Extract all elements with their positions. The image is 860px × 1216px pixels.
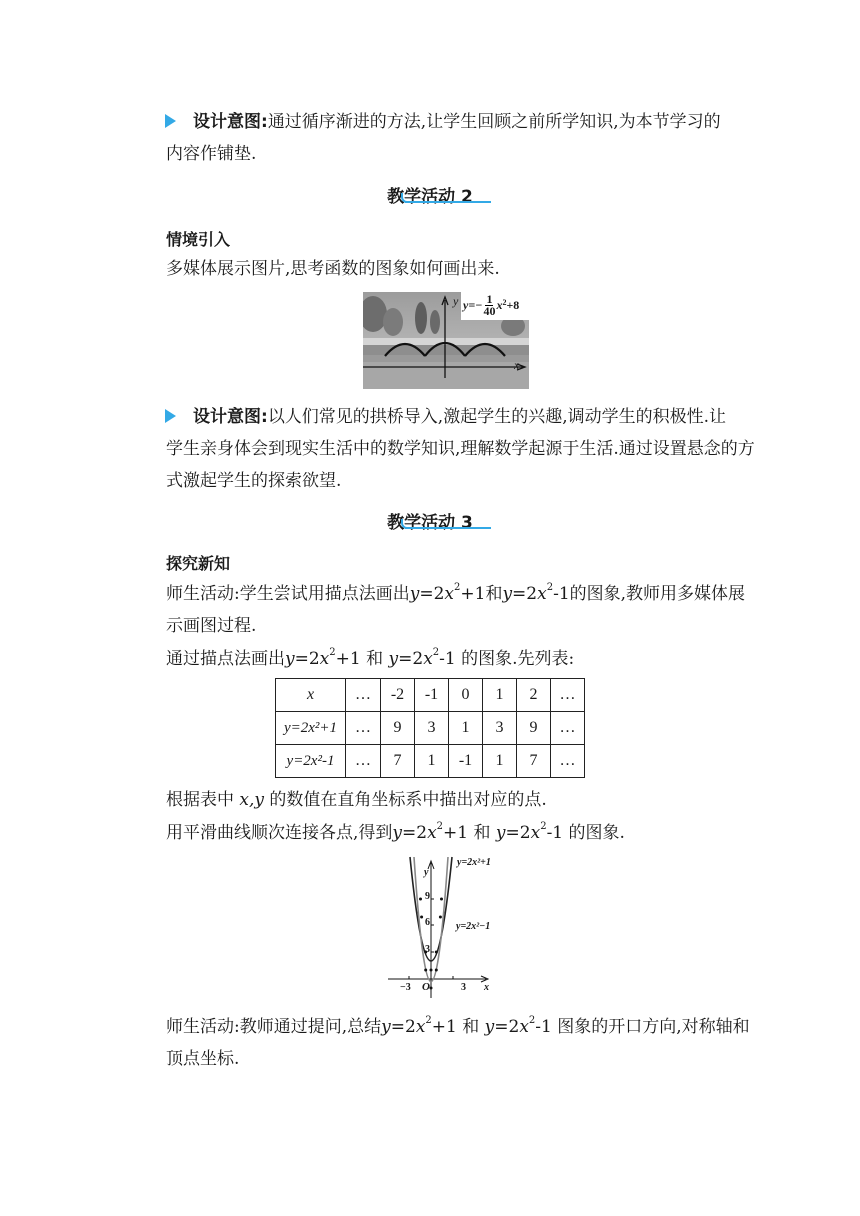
eq-x: x (319, 649, 330, 669)
eq-part: =2 (390, 1017, 416, 1037)
table-cell: -2 (381, 679, 415, 712)
design-intent-arrow-icon (165, 114, 176, 128)
text: 和 (485, 584, 503, 604)
graph-y-axis-label: y (424, 867, 429, 878)
heading-underline (405, 527, 491, 529)
design-intent-text: 通过循序渐进的方法,让学生回顾之前所学知识,为本节学习的 (267, 112, 721, 132)
bridge-y-axis-label: y (453, 294, 459, 308)
eq-part: =2 (398, 649, 424, 669)
text: 用平滑曲线顺次连接各点,得到 (166, 823, 393, 843)
bridge-x-axis-label: x (514, 358, 520, 372)
eq-y: y (285, 649, 295, 669)
graph-x-axis-label: x (484, 982, 489, 993)
table-cell: 0 (449, 679, 483, 712)
table-cell: … (346, 679, 381, 712)
eq-y: y (484, 1017, 495, 1037)
eq-part: +1 (431, 1017, 457, 1037)
eq-part: -1 (439, 649, 456, 669)
text: 师生活动:教师通过提问,总结 (166, 1017, 382, 1037)
design-intent-2-line2: 学生亲身体会到现实生活中的数学知识,理解数学起源于生活.通过设置悬念的方 (166, 439, 755, 459)
table-cell: 7 (517, 745, 551, 778)
curve-label-top: y=2x²+1 (457, 857, 491, 868)
tick-label-y-3: 3 (425, 944, 430, 955)
situation-text: 多媒体展示图片,思考函数的图象如何画出来. (166, 259, 500, 279)
eq-part: =2 (402, 823, 428, 843)
vars: x,y (239, 790, 265, 810)
eq-y: y (502, 584, 513, 604)
eq-part: +1 (460, 584, 486, 604)
table-cell: … (551, 745, 585, 778)
table-cell: -1 (415, 679, 449, 712)
explore-heading: 探究新知 (166, 554, 231, 573)
explore-paragraph-1 (166, 582, 745, 606)
table-cell: … (551, 712, 585, 745)
text: 根据表中 (166, 790, 234, 810)
eq-y: y (392, 823, 403, 843)
tick-label-x-3: 3 (461, 982, 466, 993)
bridge-formula: y=− $\frac{1}{40}$ x $^2$ +8 (463, 291, 520, 318)
tick-label-x-neg3: −3 (400, 982, 411, 993)
eq-exp: 2 (436, 821, 444, 833)
text: 图象的开口方向,对称轴和 (557, 1017, 750, 1037)
design-intent-1-line1 (193, 110, 721, 134)
activity-2-heading: 教学活动 2 (387, 187, 473, 207)
text: 和 (473, 823, 491, 843)
table-cell: … (346, 712, 381, 745)
eq-exp: 2 (329, 647, 336, 659)
table-row (276, 745, 585, 778)
table-cell: 1 (483, 679, 517, 712)
text: 的数值在直角坐标系中描出对应的点. (269, 790, 547, 810)
heading-underline (405, 201, 491, 203)
table-cell: x (276, 679, 346, 712)
eq-exp: 2 (528, 1015, 536, 1027)
eq-part: =2 (494, 1017, 520, 1037)
eq-x: x (423, 649, 433, 669)
text: 师生活动:学生尝试用描点法画出 (166, 584, 410, 604)
explore-paragraph-5 (166, 1015, 750, 1039)
text: 的图象,教师用多媒体展 (569, 584, 746, 604)
table-cell: 7 (381, 745, 415, 778)
table-row (276, 679, 585, 712)
eq-part: +1 (335, 649, 361, 669)
table-cell: 1 (415, 745, 449, 778)
eq-part: -1 (546, 823, 564, 843)
situation-heading: 情境引入 (166, 230, 231, 249)
eq-part: =2 (294, 649, 320, 669)
values-table (275, 678, 585, 778)
eq-x: x (537, 584, 547, 604)
design-intent-arrow-icon (165, 409, 176, 423)
explore-paragraph-5-line2: 顶点坐标. (166, 1049, 240, 1069)
explore-paragraph-2 (166, 647, 574, 671)
eq-part: =2 (505, 823, 531, 843)
design-intent-2-line3: 式激起学生的探索欲望. (166, 471, 342, 491)
text: 和 (462, 1017, 480, 1037)
design-intent-label: 设计意图: (193, 112, 268, 132)
tick-label-y-6: 6 (425, 917, 430, 928)
table-cell: 9 (517, 712, 551, 745)
table-cell: 9 (381, 712, 415, 745)
eq-x: x (427, 823, 437, 843)
bridge-formula-tail: +8 (506, 297, 520, 312)
eq-y: y (409, 584, 420, 604)
table-row-label: y=2x²-1 (276, 745, 346, 778)
eq-y: y (495, 823, 506, 843)
table-row (276, 712, 585, 745)
curve-label-bottom: y=2x²−1 (456, 921, 491, 932)
bridge-formula-var: x (496, 297, 503, 312)
table-cell: … (551, 679, 585, 712)
eq-part: +1 (443, 823, 469, 843)
bridge-formula-denominator: 40 (483, 303, 496, 318)
text: 的图象. (568, 823, 625, 843)
design-intent-text: 以人们常见的拱桥导入,激起学生的兴趣,调动学生的积极性.让 (267, 407, 727, 427)
eq-y: y (381, 1017, 391, 1037)
table-cell: 3 (415, 712, 449, 745)
text: 的图象.先列表: (461, 649, 575, 669)
eq-x: x (519, 1017, 529, 1037)
eq-y: y (388, 649, 399, 669)
eq-x: x (530, 823, 541, 843)
bridge-formula-prefix: y=− (463, 297, 483, 312)
eq-part: =2 (419, 584, 445, 604)
eq-x: x (444, 584, 454, 604)
text: 和 (366, 649, 384, 669)
activity-3-heading: 教学活动 3 (387, 513, 473, 533)
eq-x: x (415, 1017, 426, 1037)
eq-exp: 2 (425, 1015, 432, 1027)
text: 通过描点法画出 (166, 649, 285, 669)
table-cell: 3 (483, 712, 517, 745)
table-cell: 2 (517, 679, 551, 712)
eq-exp: 2 (454, 582, 461, 594)
graph-origin-label: O (422, 981, 430, 993)
design-intent-1-line2: 内容作铺垫. (166, 144, 257, 164)
design-intent-label: 设计意图: (193, 407, 268, 427)
eq-exp: 2 (546, 582, 554, 594)
eq-part: -1 (553, 584, 570, 604)
tick-label-y-9: 9 (425, 891, 430, 902)
bridge-formula-numerator: 1 (486, 291, 493, 306)
table-cell: 1 (449, 712, 483, 745)
table-row-label: y=2x²+1 (276, 712, 346, 745)
parabola-graph (380, 855, 510, 1004)
explore-paragraph-3 (166, 788, 547, 812)
eq-part: -1 (535, 1017, 552, 1037)
explore-paragraph-4 (166, 821, 625, 845)
explore-paragraph-1-line2: 示画图过程. (166, 616, 257, 636)
table-cell: 1 (483, 745, 517, 778)
eq-exp: 2 (540, 821, 547, 833)
eq-part: =2 (512, 584, 538, 604)
table-cell: … (346, 745, 381, 778)
design-intent-2-line1 (193, 405, 726, 429)
table-cell: -1 (449, 745, 483, 778)
eq-exp: 2 (432, 647, 440, 659)
